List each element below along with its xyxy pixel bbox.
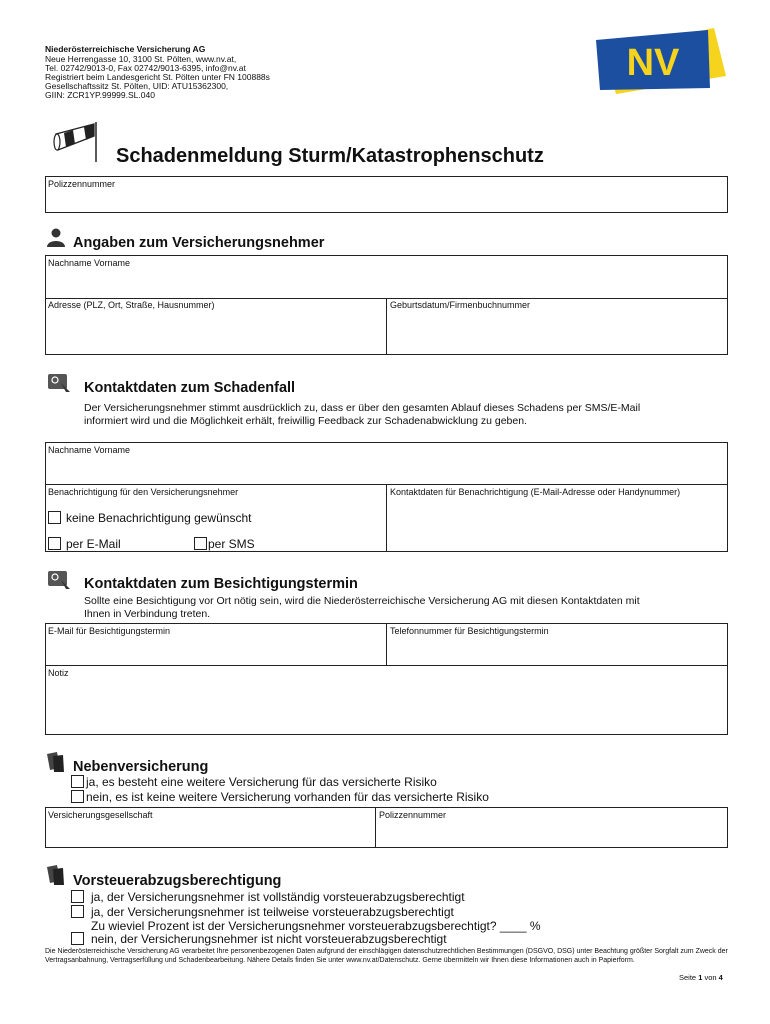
vat-none-checkbox[interactable] xyxy=(71,932,84,945)
inspection-text-line-2: Ihnen in Verbindung treten. xyxy=(84,607,211,620)
company-address: Neue Herrengasse 10, 3100 St. Pölten, www.nv.at, xyxy=(45,54,237,64)
inspection-note-label: Notiz xyxy=(48,668,69,678)
other-insurance-no-label: nein, es ist keine weitere Versicherung vorhanden für das versicherte Risiko xyxy=(86,790,489,804)
insurance-company-label: Versicherungsgesellschaft xyxy=(48,810,153,820)
contact-heading: Kontaktdaten zum Schadenfall xyxy=(84,380,296,396)
other-insurance-no-checkbox[interactable] xyxy=(71,790,84,803)
inspection-email-label: E-Mail für Besichtigungstermin xyxy=(48,626,171,636)
inspection-heading: Kontaktdaten zum Besichtigungstermin xyxy=(84,576,358,592)
email-notification-checkbox[interactable] xyxy=(48,537,61,550)
no-notification-label: keine Benachrichtigung gewünscht xyxy=(66,511,252,525)
page-number xyxy=(679,973,723,982)
windsock-icon xyxy=(46,116,100,164)
email-notification-label: per E-Mail xyxy=(66,537,121,551)
secondary-policy-number-label: Polizzennummer xyxy=(379,810,447,820)
sms-notification-label: per SMS xyxy=(208,537,255,551)
vat-full-checkbox[interactable] xyxy=(71,890,84,903)
insured-heading: Angaben zum Versicherungsnehmer xyxy=(73,235,325,251)
logo-text: NV xyxy=(626,42,680,84)
notification-label: Benachrichtigung für den Versicherungsnehmer xyxy=(48,487,239,497)
inspection-text xyxy=(84,595,734,620)
other-insurance-yes-label: ja, es besteht eine weitere Versicherung für das versicherte Risiko xyxy=(86,775,437,789)
company-seat: Gesellschaftssitz St. Pölten, UID: ATU15362300, xyxy=(45,81,229,91)
person-icon xyxy=(46,227,66,247)
nv-logo xyxy=(596,28,726,94)
inspection-phone-label: Telefonnummer für Besichtigungstermin xyxy=(390,626,549,636)
notification-contact-label: Kontaktdaten für Benachrichtigung (E-Mail-Adresse oder Handynummer) xyxy=(390,487,681,497)
policy-number-label: Polizzennummer xyxy=(48,179,116,189)
insured-birthdate-label: Geburtsdatum/Firmenbuchnummer xyxy=(390,300,531,310)
vat-partial-checkbox[interactable] xyxy=(71,905,84,918)
contact-consent-text xyxy=(84,402,734,427)
privacy-notice: Die Niederösterreichische Versicherung AG verarbeitet Ihre personenbezogenen Daten aufgrund der einschlägigen datenschutzrechtlichen Bestimmungen (DSGVO, DSG) unter Beachtung größter Sorgfalt zum Zweck der Vertragsanbahnung, Vertragserfüllung und Schadenbearbeitung. Nähere Details finden Sie unter www.nv.at/Datenschutz. Gerne übermitteln wir Ihnen diese Informationen auch in Papierform. xyxy=(45,948,728,964)
page-total: 4 xyxy=(718,973,723,982)
documents-icon xyxy=(45,751,67,773)
company-contact: Tel. 02742/9013-0, Fax 02742/9013-6395, info@nv.at xyxy=(45,63,246,73)
contact-consent-line-2: informiert wird und die Möglichkeit erhält, freiwillig Feedback zur Schadenabwicklung zu geben. xyxy=(84,414,527,427)
vat-none-label: nein, der Versicherungsnehmer ist nicht vorsteuerabzugsberechtigt xyxy=(91,932,447,946)
page-separator: von xyxy=(704,973,717,982)
page-current: 1 xyxy=(698,973,703,982)
contact-name-field[interactable] xyxy=(45,442,728,485)
policy-number-field[interactable] xyxy=(45,176,728,213)
documents-icon xyxy=(45,864,67,886)
company-name: Niederösterreichische Versicherung AG xyxy=(45,44,206,54)
insured-name-field[interactable] xyxy=(45,255,728,299)
secondary-insurance-heading: Nebenversicherung xyxy=(73,759,209,775)
vat-percent-question: Zu wieviel Prozent ist der Versicherungsnehmer vorsteuerabzugsberechtigt? ____ % xyxy=(91,919,541,933)
vat-full-label: ja, der Versicherungsnehmer ist vollständig vorsteuerabzugsberechtigt xyxy=(91,890,465,904)
vat-partial-label: ja, der Versicherungsnehmer ist teilweise vorsteuerabzugsberechtigt xyxy=(91,905,454,919)
sms-notification-checkbox[interactable] xyxy=(194,537,207,550)
insured-name-label: Nachname Vorname xyxy=(48,258,131,268)
inspection-note-field[interactable] xyxy=(45,665,728,735)
page-prefix: Seite xyxy=(679,973,697,982)
contact-consent-line-1: Der Versicherungsnehmer stimmt ausdrücklich zu, dass er über den gesamten Ablauf dieses Schadens per SMS/E-Mail xyxy=(84,402,641,414)
inspection-text-line-1: Sollte eine Besichtigung vor Ort nötig sein, wird die Niederösterreichische Versicherung AG mit diesen Kontaktdaten mit xyxy=(84,595,640,607)
company-registry: Registriert beim Landesgericht St. Pölten unter FN 100888s xyxy=(45,72,270,82)
page-title: Schadenmeldung Sturm/Katastrophenschutz xyxy=(116,145,544,167)
other-insurance-yes-checkbox[interactable] xyxy=(71,775,84,788)
contact-name-label: Nachname Vorname xyxy=(48,445,131,455)
vat-heading: Vorsteuerabzugsberechtigung xyxy=(73,873,282,889)
insured-address-label: Adresse (PLZ, Ort, Straße, Hausnummer) xyxy=(48,300,215,310)
company-giin: GIIN: ZCR1YP.99999.SL.040 xyxy=(45,90,155,100)
contact-card-icon xyxy=(47,373,71,393)
contact-card-icon xyxy=(47,570,71,590)
no-notification-checkbox[interactable] xyxy=(48,511,61,524)
